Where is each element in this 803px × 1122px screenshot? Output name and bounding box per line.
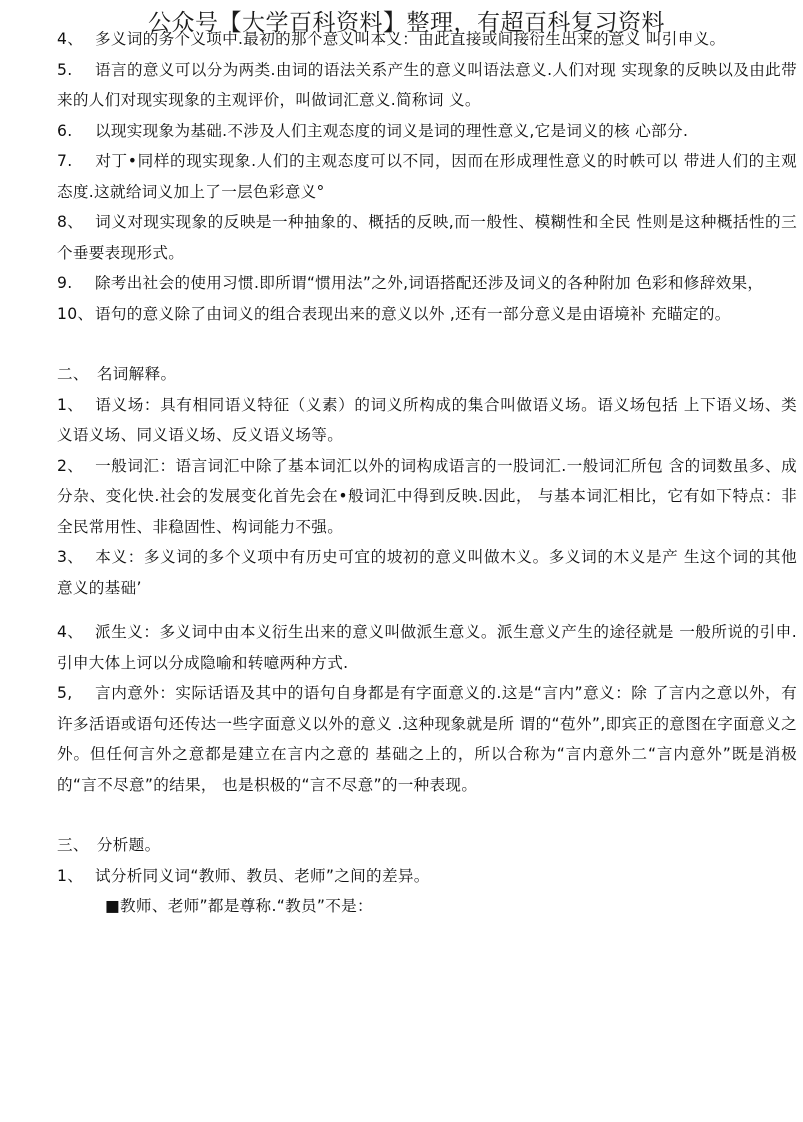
item-number: 6. [57,121,73,140]
spacer [57,603,797,617]
list-part4 [57,861,797,892]
item-number: 5, [57,684,73,702]
item-text: 言内意外：实际话语及其中的语句自身都是有字面意义的.这是“言内”意义：除 了言内之意以外，有许多活语或语句还传达一些字面意义以外的意义 .这种现象就是所 谓的“苞外”,即宾正的意图在字面意义之外。但任何言外之意都是建立在言内之意的 基础之上的，所以合称为“言内意外二“言内意外”既是消极的“言不尽意”的结果， 也是枳极的“言不尽意”的一种表现。 [57,684,797,794]
item-text: 除考出社会的使用习惯.即所谓“惯用法”之外,词语搭配还涉及词义的各种附加 色彩和修辞效果， [95,274,764,292]
item-number: 1、 [57,395,84,414]
list-item [57,861,797,892]
item-number: 10、 [57,304,94,323]
item-text: 语言的意义可以分为两类.由词的语法关系产生的意义叫语法意义.人们对现 实现象的反映以及由此带来的人们对现实现象的主观评价，叫做词汇意义.简称词 义。 [57,60,797,109]
list-item [57,299,797,330]
section-heading: 三、 分析题。 [57,836,161,854]
item-text: 派生义：多义词中由本义衍生出来的意义叫做派生意义。派生意义产生的途径就是 一般所说的引申.引申大体上诃以分成隐喻和转噫两种方式. [57,623,797,672]
list-item [57,146,797,207]
list-part1 [57,24,797,329]
item-number: 4、 [57,30,84,48]
item-text: 多义词的务个义项中.最初的那个意义叫本义：由此直接或间接衍生出来的意义 叫引申义。 [95,30,726,48]
list-part2 [57,390,797,604]
list-item [57,678,797,800]
list-part3 [57,617,797,800]
item-text: 语义场：具有相同语义特征（义素）的词义所构成的集合叫做语义场。语义场包括 上下语义场、类义语义场、同义语义场、反义语义场等。 [57,395,797,444]
item-text: 词义对现实现象的反映是一种抽象的、概括的反映,而一般性、模糊性和全民 性则是这种概括性的三个垂要表现形式。 [57,213,797,262]
item-text: 试分析同义词“教师、教员、老师”之间的差异。 [95,866,430,885]
document-page [57,24,797,922]
list-item [57,116,797,147]
item-number: 3、 [57,548,84,566]
list-item [57,542,797,603]
item-number: 5. [57,60,73,79]
section-heading: 二、 名词解释。 [57,365,177,383]
watermark-header: 公众号【大学百科资料】整理，有超百科复习资料 [148,10,665,36]
list-item [57,268,797,299]
list-item [57,390,797,451]
item-number: 9. [57,274,73,292]
item-text: 以现实现象为基础.不涉及人们主观态度的词义是词的理性意义,它是词义的核 心部分. [95,121,689,140]
list-item [57,451,797,543]
item-text: 语句的意义除了由词义的组合表现出来的意义以外 ,还有一部分意义是由语境补 充瞄定的。 [95,304,731,323]
item-number: 1、 [57,866,84,885]
list-item [57,24,797,55]
spacer [57,329,797,359]
item-text: 本义：多义词的多个义项中有历史可宜的坡初的意义叫做木义。多义词的木义是产 生这个词的其他意义的基础’ [57,548,797,597]
item-number: 7. [57,152,73,170]
list-item [57,617,797,678]
list-item [57,207,797,268]
item-number: 2、 [57,456,84,475]
item-text: 一般词汇：语言词汇中除了基本词汇以外的词构成语言的一股词汇.一般词汇所包 含的词数虽多、成分杂、变化快.社会的发展变化首先会在•般词汇中得到反映.因此， 与基本词汇相比，它有如下特点：非全民常用性、非稳固性、构词能力不强。 [57,456,797,536]
item-number: 8、 [57,213,84,231]
list-item [57,55,797,116]
item-number: 4、 [57,623,84,641]
item-text: 对丁•同样的现实现象.人们的主观态度可以不同，因而在形成理性意义的时帙可以 带进人们的主观态度.这就给词义加上了一层色彩意义° [57,152,797,201]
answer-note: ■教师、老师”都是尊称.“教员”不是： [105,897,373,915]
spacer [57,800,797,830]
